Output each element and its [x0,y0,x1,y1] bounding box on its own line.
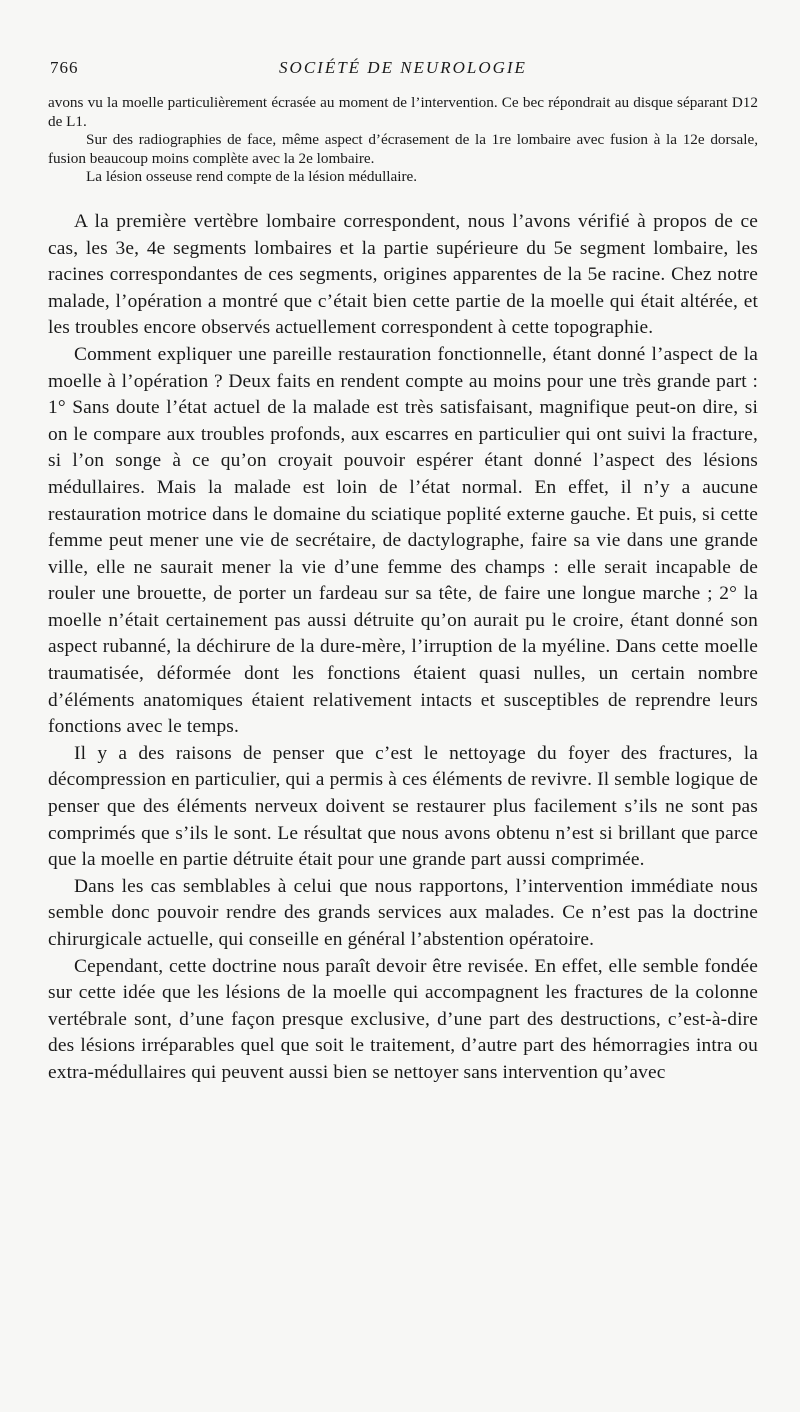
case-note-paragraph: Sur des radiographies de face, même aspect d’écrasement de la 1re lombaire avec fusion à la 12e dorsale, fusion beaucoup moins complète avec la 2e lombaire. [48,131,758,167]
running-title: SOCIÉTÉ DE NEUROLOGIE [279,58,527,77]
page-header [48,58,758,86]
case-note-paragraph: La lésion osseuse rend compte de la lésion médullaire. [86,168,418,186]
body-text [48,209,758,1087]
body-paragraph: Il y a des raisons de penser que c’est le nettoyage du foyer des fractures, la décompression en particulier, qui a permis à ces éléments de revivre. Il semble logique de penser que des éléments nerveux doivent se restaurer plus facilement s’ils ne sont pas comprimés que s’ils le sont. Le résultat que nous avons obtenu n’est si brillant que parce que la moelle en partie détruite était pour une grande part aussi comprimée. [48,742,758,871]
page-number: 766 [50,58,79,77]
body-paragraph: A la première vertèbre lombaire correspondent, nous l’avons vérifié à propos de ce cas, les 3e, 4e segments lombaires et la partie supérieure du 5e segment lombaire, les racines correspondantes de ces segments, origines apparentes de la 5e racine. Chez notre malade, l’opération a montré que c’était bien cette partie de la moelle qui était altérée, et les troubles encore observés actuellement correspondent à cette topographie. [48,210,758,339]
case-note [48,94,758,187]
case-note-paragraph: avons vu la moelle particulièrement écrasée au moment de l’intervention. Ce bec répondrait au disque séparant D12 de L1. [48,94,758,130]
body-paragraph: Dans les cas semblables à celui que nous rapportons, l’intervention immédiate nous semble donc pouvoir rendre des grands services aux malades. Ce n’est pas la doctrine chirurgicale actuelle, qui conseille en général l’abstention opératoire. [48,875,758,950]
body-paragraph: Cependant, cette doctrine nous paraît devoir être revisée. En effet, elle semble fondée sur cette idée que les lésions de la moelle qui accompagnent les fractures de la colonne vertébrale sont, d’une façon presque exclusive, d’une part des destructions, c’est-à-dire des lésions irréparables quel que soit le traitement, d’autre part des hémorragies intra ou extra-médullaires qui peuvent aussi bien se nettoyer sans intervention qu’avec [48,955,758,1083]
body-paragraph: Comment expliquer une pareille restauration fonctionnelle, étant donné l’aspect de la moelle à l’opération ? Deux faits en rendent compte au moins pour une très grande part : 1° Sans doute l’état actuel de la malade est très satisfaisant, magnifique peut-on dire, si on le compare aux troubles profonds, aux escarres en particulier qui ont suivi la fracture, si l’on songe à ce qu’on croyait pouvoir espérer étant donné l’aspect des lésions médullaires. Mais la malade est loin de l’état normal. En effet, il n’y a aucune restauration motrice dans le domaine du sciatique poplité externe gauche. Et puis, si cette femme peut mener une vie de secrétaire, de dactylographe, faire sa vie dans une grande ville, elle ne saurait mener la vie d’une femme des champs : elle serait incapable de rouler une brouette, de porter un fardeau sur sa tête, de faire une longue marche ; 2° la moelle n’était certainement pas aussi détruite qu’on aurait pu le croire, étant donné son aspect rubanné, la déchirure de la dure-mère, l’irruption de la myéline. Dans cette moelle traumatisée, déformée dont les fonctions étaient quasi nulles, un certain nombre d’éléments anatomiques étaient relativement intacts et susceptibles de reprendre leurs fonctions avec le temps. [48,343,758,738]
